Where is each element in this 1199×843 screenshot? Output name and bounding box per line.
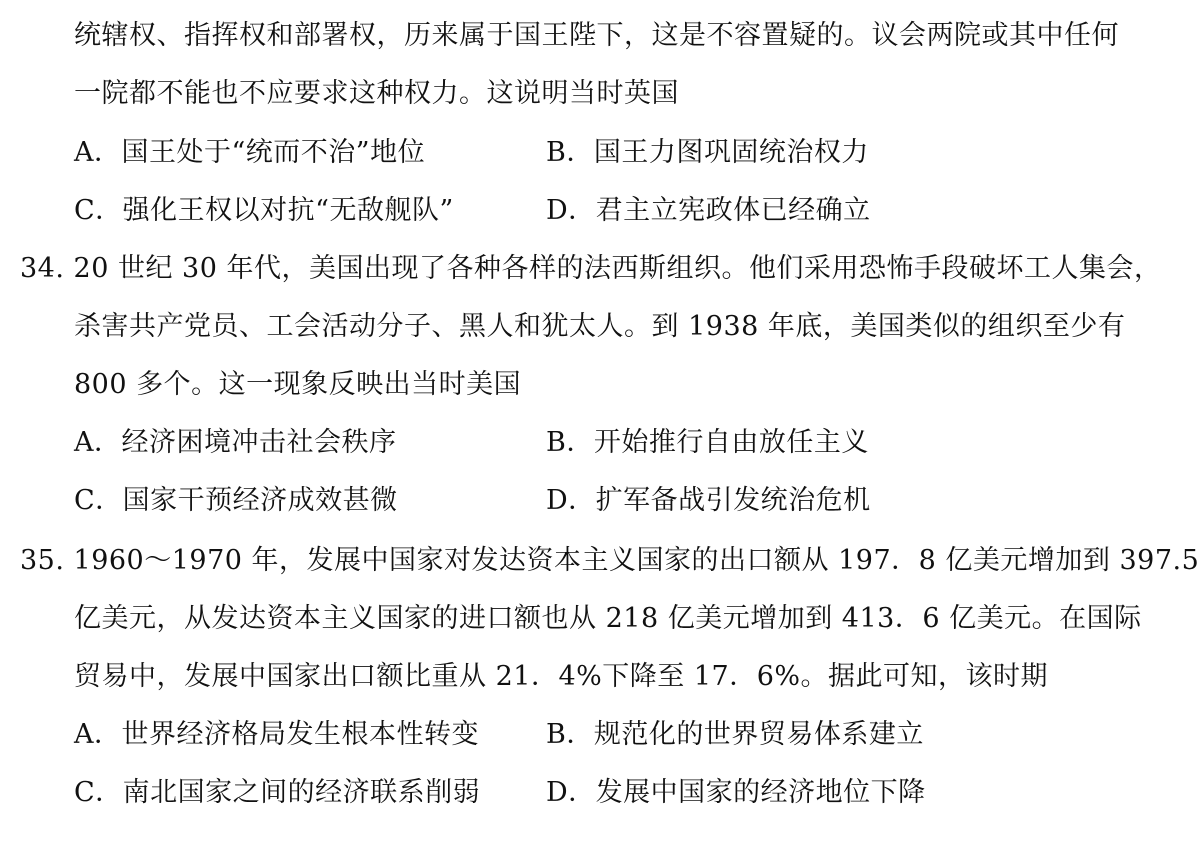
q35-option-a: A．世界经济格局发生根本性转变 bbox=[74, 719, 479, 750]
q33-option-c: C．强化王权以对抗“无敌舰队” bbox=[74, 195, 454, 226]
q33-option-d: D．君主立宪政体已经确立 bbox=[546, 195, 871, 226]
q33-stem-line-1: 统辖权、指挥权和部署权，历来属于国王陛下，这是不容置疑的。议会两院或其中任何 bbox=[74, 20, 1119, 51]
q33-option-a: A．国王处于“统而不治”地位 bbox=[74, 137, 426, 168]
q35-option-d: D．发展中国家的经济地位下降 bbox=[546, 777, 926, 808]
q35-option-c: C．南北国家之间的经济联系削弱 bbox=[74, 777, 481, 808]
q34-stem-line-2: 杀害共产党员、工会活动分子、黑人和犹太人。到 1938 年底，美国类似的组织至少有 bbox=[74, 311, 1126, 342]
q34-option-b: B．开始推行自由放任主义 bbox=[546, 427, 869, 458]
q34-option-c: C．国家干预经济成效甚微 bbox=[74, 485, 398, 516]
q35-stem-line-3: 贸易中，发展中国家出口额比重从 21．4%下降至 17．6%。据此可知，该时期 bbox=[74, 661, 1049, 692]
q33-stem-line-2: 一院都不能也不应要求这种权力。这说明当时英国 bbox=[74, 78, 679, 109]
q34-stem-line-1: 34. 20 世纪 30 年代，美国出现了各种各样的法西斯组织。他们采用恐怖手段破坏工人集会， bbox=[20, 253, 1162, 284]
q35-stem-line-2: 亿美元，从发达资本主义国家的进口额也从 218 亿美元增加到 413．6 亿美元。在国际 bbox=[74, 603, 1142, 634]
q35-option-b: B．规范化的世界贸易体系建立 bbox=[546, 719, 924, 750]
q34-option-d: D．扩军备战引发统治危机 bbox=[546, 485, 871, 516]
q34-stem-line-3: 800 多个。这一现象反映出当时美国 bbox=[74, 369, 522, 400]
q34-option-a: A．经济困境冲击社会秩序 bbox=[74, 427, 397, 458]
q35-stem-line-1: 35. 1960～1970 年，发展中国家对发达资本主义国家的出口额从 197．8 亿美元增加到 397.5 bbox=[20, 545, 1199, 576]
q33-option-b: B．国王力图巩固统治权力 bbox=[546, 137, 869, 168]
